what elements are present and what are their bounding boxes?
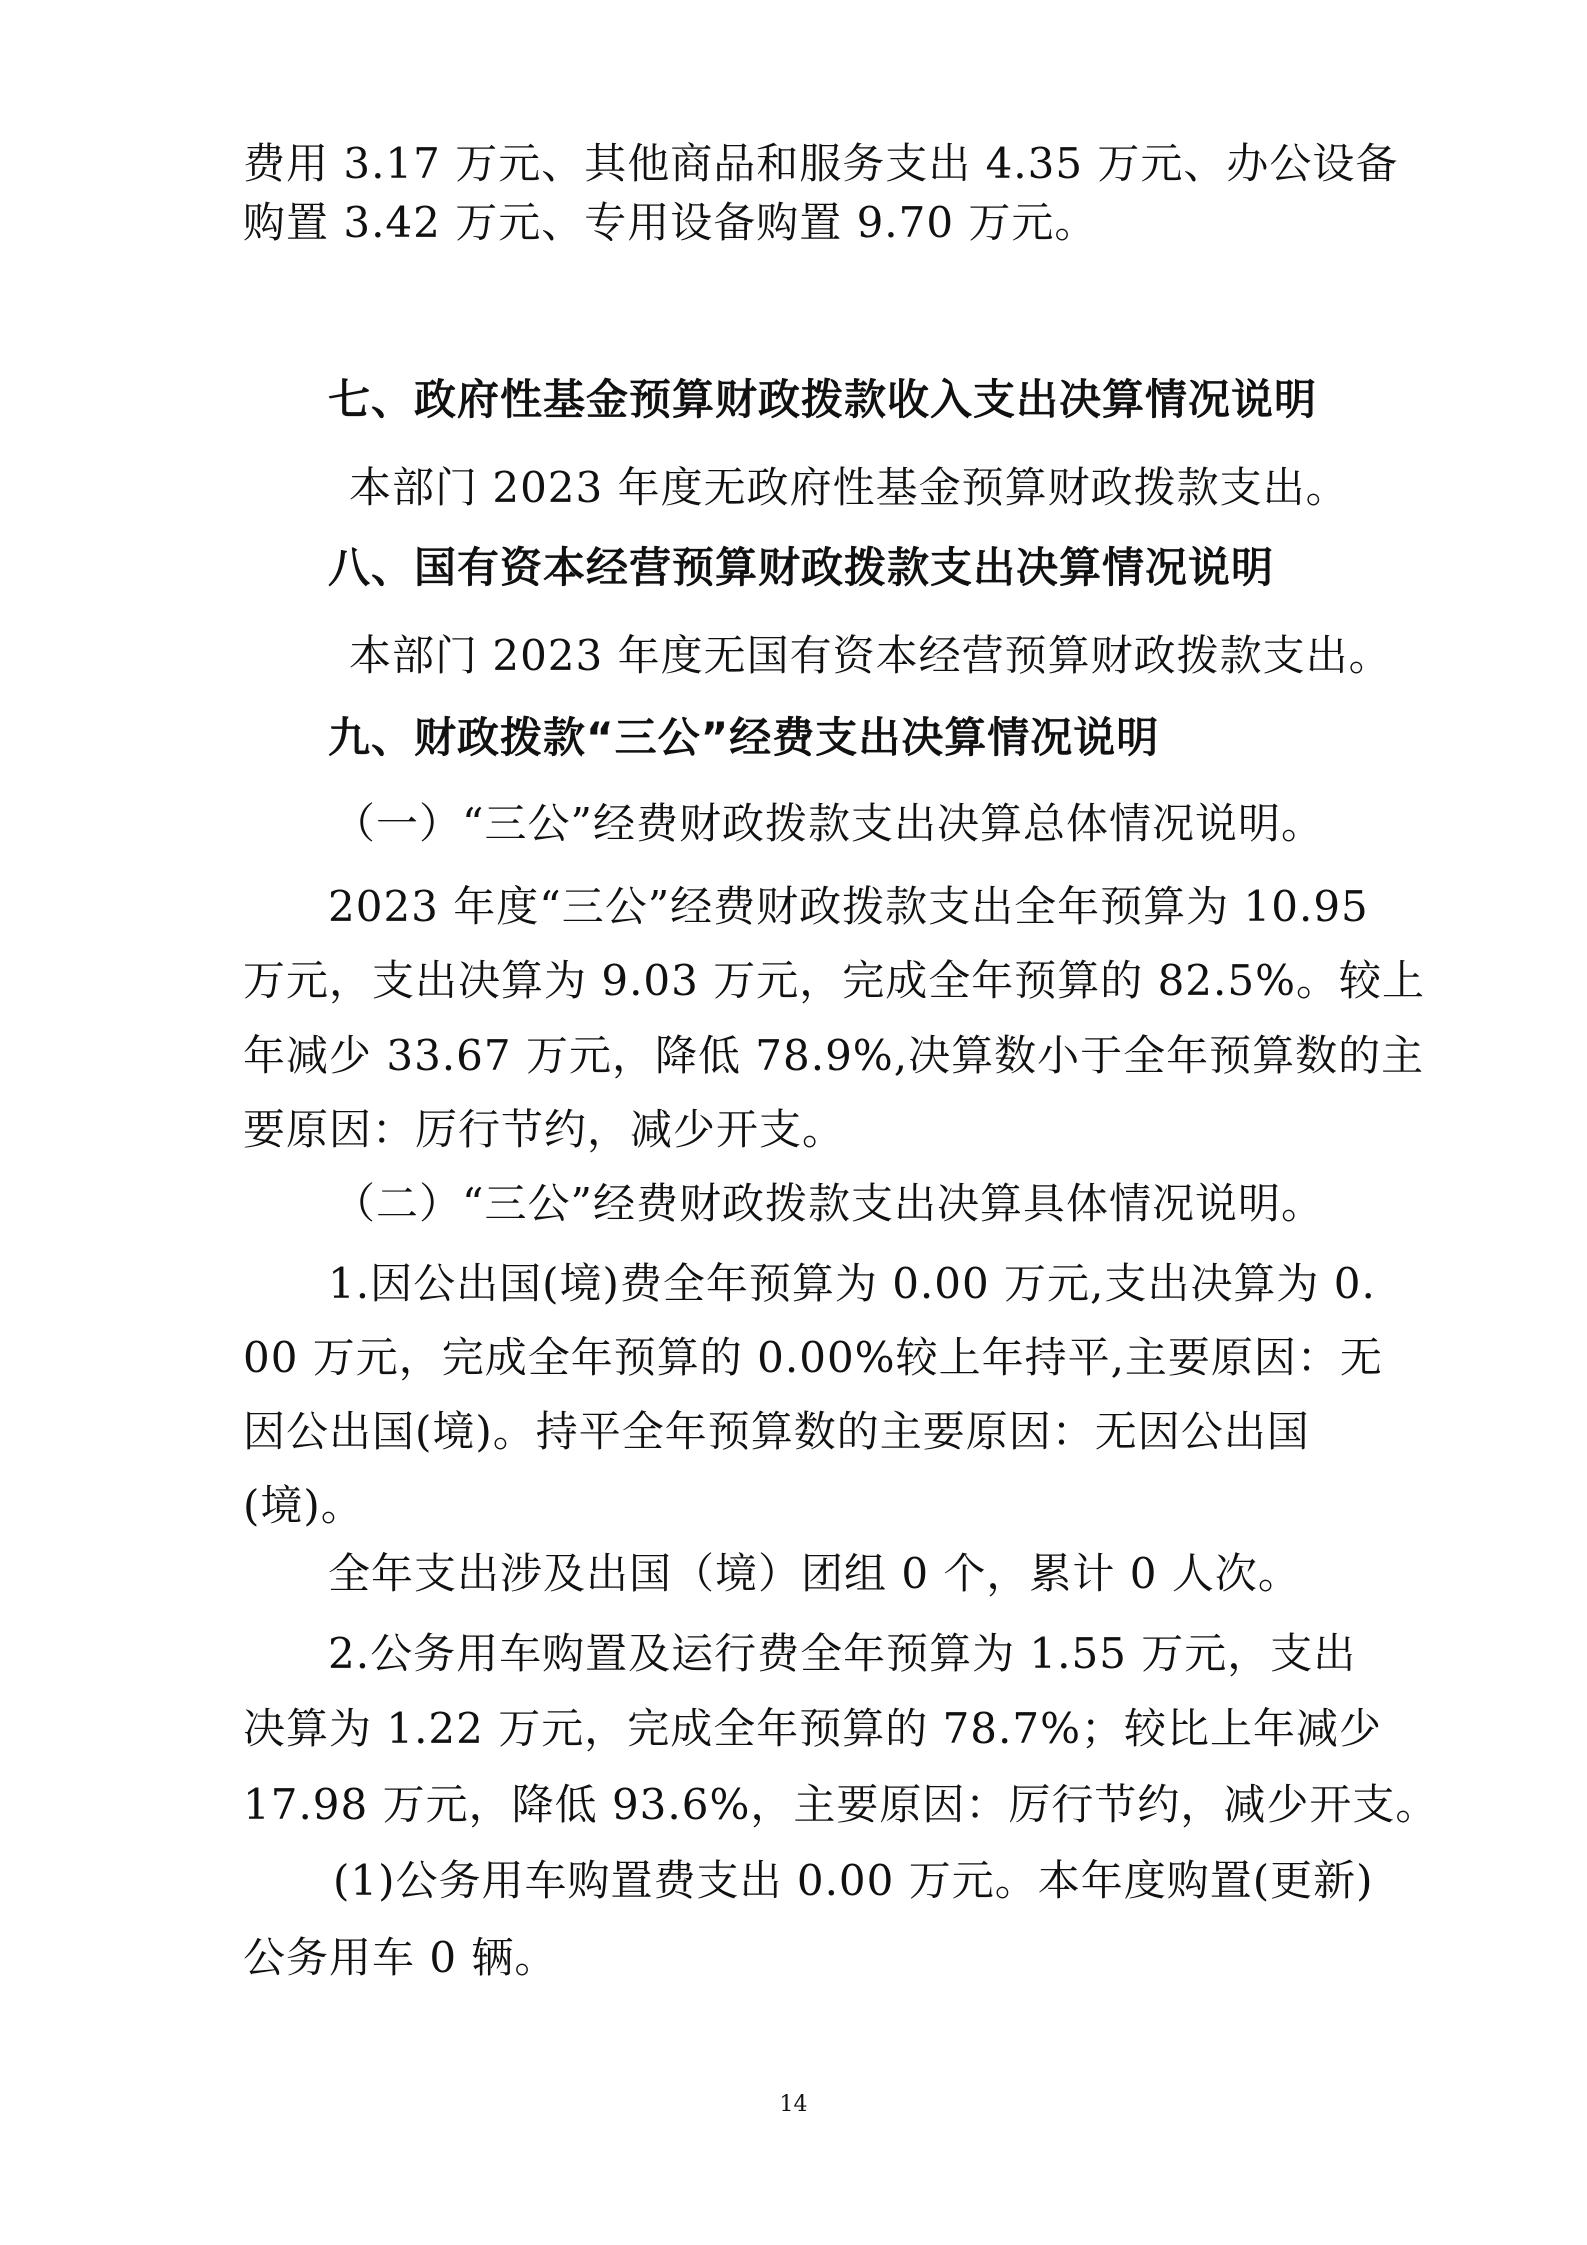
paragraph-line: 因公出国(境)。持平全年预算数的主要原因：无因公出国: [243, 1407, 1310, 1456]
paragraph-line: 1.因公出国(境)费全年预算为 0.00 万元,支出决算为 0.: [328, 1259, 1376, 1308]
paragraph-line: 万元，支出决算为 9.03 万元，完成全年预算的 82.5%。较上: [243, 956, 1425, 1005]
paragraph-line: 2.公务用车购置及运行费全年预算为 1.55 万元，支出: [328, 1629, 1357, 1678]
page-number: 14: [779, 2092, 808, 2117]
subsection-heading-2: （二）“三公”经费财政拨款支出决算具体情况说明。: [333, 1179, 1324, 1228]
paragraph-line: 决算为 1.22 万元，完成全年预算的 78.7%；较比上年减少: [243, 1704, 1382, 1753]
paragraph-line: 公务用车 0 辆。: [243, 1933, 558, 1982]
section-heading-7: 七、政府性基金预算财政拨款收入支出决算情况说明: [328, 375, 1318, 424]
paragraph-line: 购置 3.42 万元、专用设备购置 9.70 万元。: [243, 198, 1098, 247]
paragraph-line: (境)。: [243, 1481, 364, 1530]
paragraph-line: 本部门 2023 年度无国有资本经营预算财政拨款支出。: [349, 631, 1392, 680]
paragraph-line: 2023 年度“三公”经费财政拨款支出全年预算为 10.95: [328, 882, 1369, 931]
paragraph-line: 费用 3.17 万元、其他商品和服务支出 4.35 万元、办公设备: [243, 139, 1399, 188]
subsection-heading-1: （一）“三公”经费财政拨款支出决算总体情况说明。: [333, 799, 1324, 848]
paragraph-line: (1)公务用车购置费支出 0.00 万元。本年度购置(更新): [333, 1856, 1374, 1905]
paragraph-line: 年减少 33.67 万元，降低 78.9%,决算数小于全年预算数的主: [243, 1031, 1425, 1080]
paragraph-line: 全年支出涉及出国（境）团组 0 个，累计 0 人次。: [328, 1549, 1301, 1598]
paragraph-line: 17.98 万元，降低 93.6%，主要原因：厉行节约，减少开支。: [243, 1780, 1439, 1829]
paragraph-line: 要原因：厉行节约，减少开支。: [243, 1105, 846, 1154]
section-heading-8: 八、国有资本经营预算财政拨款支出决算情况说明: [328, 543, 1275, 592]
section-heading-9: 九、财政拨款“三公”经费支出决算情况说明: [328, 713, 1160, 762]
paragraph-line: 本部门 2023 年度无政府性基金预算财政拨款支出。: [349, 463, 1349, 512]
paragraph-line: 00 万元，完成全年预算的 0.00%较上年持平,主要原因：无: [243, 1333, 1383, 1382]
